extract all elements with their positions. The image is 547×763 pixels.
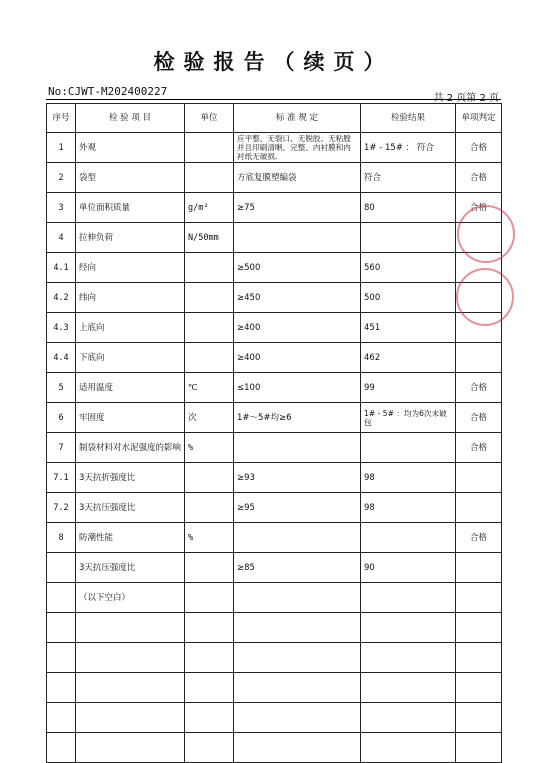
cell-unit	[185, 463, 234, 493]
cell-standard: ≥95	[234, 493, 361, 523]
cell-standard	[234, 733, 361, 763]
page-info: 共 2 页第 2 页	[433, 93, 499, 104]
cell-verdict	[456, 733, 502, 763]
cell-unit	[185, 613, 234, 643]
cell-item	[76, 733, 185, 763]
cell-no: 4.3	[47, 313, 76, 343]
cell-verdict	[456, 613, 502, 643]
cell-item: 适用温度	[76, 373, 185, 403]
cell-item: 3天抗折强度比	[76, 463, 185, 493]
inspection-seal	[456, 268, 514, 326]
cell-item: 防潮性能	[76, 523, 185, 553]
col-header-item: 检 验 项 目	[76, 104, 185, 133]
cell-verdict: 合格	[456, 193, 502, 223]
cell-standard: ≥450	[234, 283, 361, 313]
cell-standard: ≥93	[234, 463, 361, 493]
table-row	[47, 703, 502, 733]
cell-unit	[185, 133, 234, 163]
table-row	[47, 283, 502, 313]
cell-unit: 次	[185, 403, 234, 433]
cell-unit	[185, 313, 234, 343]
cell-no: 7.1	[47, 463, 76, 493]
table-row	[47, 313, 502, 343]
cell-standard	[234, 223, 361, 253]
cell-result: 80	[361, 193, 456, 223]
cell-result	[361, 433, 456, 463]
table-row	[47, 733, 502, 763]
cell-verdict	[456, 583, 502, 613]
cell-standard: 1#～5#均≥6	[234, 403, 361, 433]
header-rule	[46, 99, 501, 100]
cell-unit	[185, 703, 234, 733]
cell-no: 4.4	[47, 343, 76, 373]
table-row	[47, 523, 502, 553]
cell-no: 8	[47, 523, 76, 553]
cell-verdict	[456, 493, 502, 523]
table-row	[47, 223, 502, 253]
col-header-standard: 标 准 规 定	[234, 104, 361, 133]
table-row	[47, 673, 502, 703]
cell-unit	[185, 343, 234, 373]
report-title: 检验报告（续页）	[153, 49, 394, 74]
cell-unit	[185, 643, 234, 673]
cell-unit	[185, 163, 234, 193]
cell-item: 3天抗压强度比	[76, 553, 185, 583]
cell-standard	[234, 613, 361, 643]
col-header-verdict: 单项判定	[456, 104, 502, 133]
cell-standard: ≥400	[234, 343, 361, 373]
cell-verdict	[456, 643, 502, 673]
table-row	[47, 553, 502, 583]
cell-item: 袋型	[76, 163, 185, 193]
cell-verdict: 合格	[456, 163, 502, 193]
cell-no	[47, 733, 76, 763]
cell-result	[361, 223, 456, 253]
cell-no: 6	[47, 403, 76, 433]
cell-result: 90	[361, 553, 456, 583]
cell-standard: ≥400	[234, 313, 361, 343]
cell-result: 1# - 5# ：均为6次未破包	[361, 403, 456, 433]
cell-result	[361, 703, 456, 733]
cell-verdict	[456, 553, 502, 583]
cell-standard	[234, 703, 361, 733]
cell-unit	[185, 493, 234, 523]
cell-standard	[234, 643, 361, 673]
cell-standard	[234, 433, 361, 463]
cell-unit	[185, 583, 234, 613]
table-row	[47, 463, 502, 493]
cell-unit	[185, 283, 234, 313]
cell-unit: g/m²	[185, 193, 234, 223]
cell-verdict	[456, 673, 502, 703]
cell-unit: N/50mm	[185, 223, 234, 253]
table-row	[47, 643, 502, 673]
inspection-seal	[457, 205, 515, 263]
cell-verdict: 合格	[456, 403, 502, 433]
cell-unit	[185, 553, 234, 583]
cell-no	[47, 643, 76, 673]
cell-item: 下底向	[76, 343, 185, 373]
cell-standard: ≥500	[234, 253, 361, 283]
cell-item: 拉伸负荷	[76, 223, 185, 253]
cell-no	[47, 613, 76, 643]
cell-result: 500	[361, 283, 456, 313]
table-row	[47, 583, 502, 613]
cell-item	[76, 613, 185, 643]
cell-standard: ≥85	[234, 553, 361, 583]
table-row	[47, 493, 502, 523]
cell-standard: 应平整、无裂口、无脱胶、无粘膛并且印刷清晰、完整、内衬膜和内衬纸无破损.	[234, 133, 361, 163]
cell-standard	[234, 583, 361, 613]
cell-standard	[234, 523, 361, 553]
cell-verdict: 合格	[456, 373, 502, 403]
table-body	[47, 133, 502, 763]
cell-result: 符合	[361, 163, 456, 193]
cell-no: 3	[47, 193, 76, 223]
cell-standard: 方底复膜塑编袋	[234, 163, 361, 193]
cell-item	[76, 673, 185, 703]
cell-no: 7.2	[47, 493, 76, 523]
col-header-unit: 单位	[185, 104, 234, 133]
cell-result	[361, 673, 456, 703]
cell-result: 560	[361, 253, 456, 283]
cell-item: 制袋材料对水泥强度的影响	[76, 433, 185, 463]
col-header-result: 检验结果	[361, 104, 456, 133]
cell-verdict	[456, 463, 502, 493]
cell-item: 经向	[76, 253, 185, 283]
table-header-row	[47, 104, 502, 133]
cell-verdict: 合格	[456, 133, 502, 163]
table-row	[47, 433, 502, 463]
cell-no: 7	[47, 433, 76, 463]
cell-verdict: 合格	[456, 523, 502, 553]
cell-result: 462	[361, 343, 456, 373]
cell-result: 1# - 15# ： 符合	[361, 133, 456, 163]
cell-item: 纬向	[76, 283, 185, 313]
table-row	[47, 403, 502, 433]
cell-unit	[185, 733, 234, 763]
cell-no	[47, 673, 76, 703]
cell-standard: ≤100	[234, 373, 361, 403]
cell-item: 牢固度	[76, 403, 185, 433]
cell-no: 4.2	[47, 283, 76, 313]
cell-no	[47, 703, 76, 733]
cell-item: 外观	[76, 133, 185, 163]
col-header-no: 序号	[47, 104, 76, 133]
cell-unit: ℃	[185, 373, 234, 403]
cell-result	[361, 613, 456, 643]
table-row	[47, 253, 502, 283]
cell-item: 上底向	[76, 313, 185, 343]
cell-item: 3天抗压强度比	[76, 493, 185, 523]
table-row	[47, 133, 502, 163]
cell-unit	[185, 673, 234, 703]
cell-item	[76, 703, 185, 733]
cell-standard: ≥75	[234, 193, 361, 223]
cell-verdict	[456, 703, 502, 733]
cell-result: 451	[361, 313, 456, 343]
cell-result: 98	[361, 493, 456, 523]
table-row	[47, 343, 502, 373]
document-number: No:CJWT-M202400227	[48, 85, 168, 98]
cell-unit: %	[185, 523, 234, 553]
cell-no: 2	[47, 163, 76, 193]
cell-result	[361, 733, 456, 763]
cell-verdict	[456, 343, 502, 373]
cell-result	[361, 643, 456, 673]
cell-verdict: 合格	[456, 433, 502, 463]
cell-result	[361, 583, 456, 613]
table-row	[47, 163, 502, 193]
cell-unit	[185, 253, 234, 283]
cell-no: 4	[47, 223, 76, 253]
cell-result: 98	[361, 463, 456, 493]
cell-unit: %	[185, 433, 234, 463]
cell-no: 1	[47, 133, 76, 163]
cell-no	[47, 583, 76, 613]
inspection-table	[46, 103, 502, 763]
cell-result: 99	[361, 373, 456, 403]
cell-item: 单位面积质量	[76, 193, 185, 223]
table-row	[47, 373, 502, 403]
cell-no	[47, 553, 76, 583]
table-row	[47, 193, 502, 223]
table-row	[47, 613, 502, 643]
cell-result	[361, 523, 456, 553]
cell-no: 5	[47, 373, 76, 403]
cell-item: （以下空白）	[76, 583, 185, 613]
cell-standard	[234, 673, 361, 703]
cell-item	[76, 643, 185, 673]
cell-no: 4.1	[47, 253, 76, 283]
